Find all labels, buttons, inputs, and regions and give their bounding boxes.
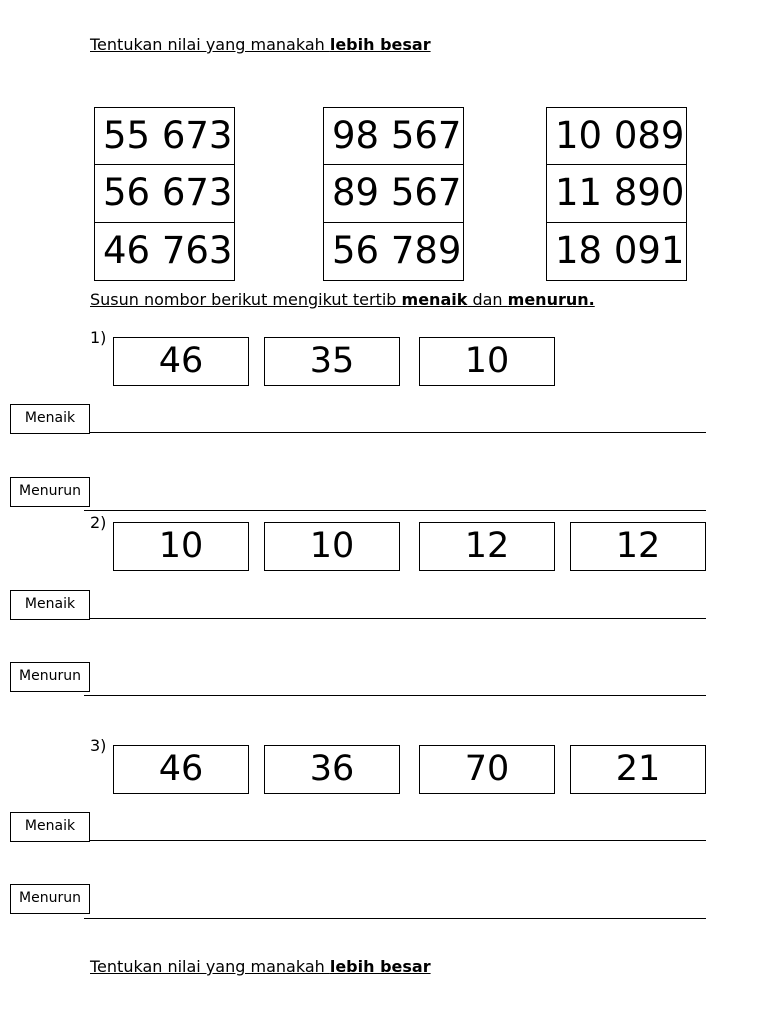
compare-group-3 — [546, 107, 687, 281]
compare-cell: 89 567 — [323, 165, 464, 223]
number-box: 36 — [264, 745, 400, 794]
compare-group-2 — [323, 107, 464, 281]
compare-cell: 56 789 — [323, 223, 464, 281]
compare-instruction-text: Tentukan nilai yang manakah — [90, 957, 330, 976]
number-box: 10 — [419, 337, 555, 386]
ascending-label: Menaik — [10, 812, 90, 842]
compare-cell: 11 890 — [546, 165, 687, 223]
ascending-label: Menaik — [10, 404, 90, 434]
sort-instruction-bold-descending: menurun. — [507, 290, 595, 309]
ascending-answer-line[interactable] — [89, 840, 706, 841]
number-box: 12 — [570, 522, 706, 571]
number-box: 35 — [264, 337, 400, 386]
number-box: 10 — [113, 522, 249, 571]
sort-instruction — [90, 290, 595, 309]
compare-cell: 10 089 — [546, 107, 687, 165]
number-box: 12 — [419, 522, 555, 571]
question-number: 1) — [90, 328, 107, 347]
compare-instruction-bold: lebih besar — [329, 957, 431, 976]
descending-answer-line[interactable] — [84, 918, 706, 919]
number-box: 21 — [570, 745, 706, 794]
compare-instruction — [90, 35, 431, 54]
compare-cell: 98 567 — [323, 107, 464, 165]
sort-instruction-text: Susun nombor berikut mengikut tertib — [90, 290, 402, 309]
sort-instruction-conjunction: dan — [467, 290, 508, 309]
number-box: 46 — [113, 337, 249, 386]
descending-label: Menurun — [10, 477, 90, 507]
descending-answer-line[interactable] — [84, 695, 706, 696]
compare-group-1 — [94, 107, 235, 281]
compare-instruction-bold: lebih besar — [329, 35, 431, 54]
descending-label: Menurun — [10, 662, 90, 692]
descending-answer-line[interactable] — [84, 510, 706, 511]
descending-label: Menurun — [10, 884, 90, 914]
number-box: 10 — [264, 522, 400, 571]
sort-instruction-bold-ascending: menaik — [401, 290, 468, 309]
question-number: 3) — [90, 736, 107, 755]
compare-cell: 18 091 — [546, 223, 687, 281]
compare-cell: 46 763 — [94, 223, 235, 281]
compare-cell: 56 673 — [94, 165, 235, 223]
compare-cell: 55 673 — [94, 107, 235, 165]
ascending-answer-line[interactable] — [89, 618, 706, 619]
ascending-answer-line[interactable] — [89, 432, 706, 433]
compare-instruction-text: Tentukan nilai yang manakah — [90, 35, 330, 54]
number-box: 70 — [419, 745, 555, 794]
question-number: 2) — [90, 513, 107, 532]
ascending-label: Menaik — [10, 590, 90, 620]
compare-instruction-repeat — [90, 957, 431, 976]
number-box: 46 — [113, 745, 249, 794]
